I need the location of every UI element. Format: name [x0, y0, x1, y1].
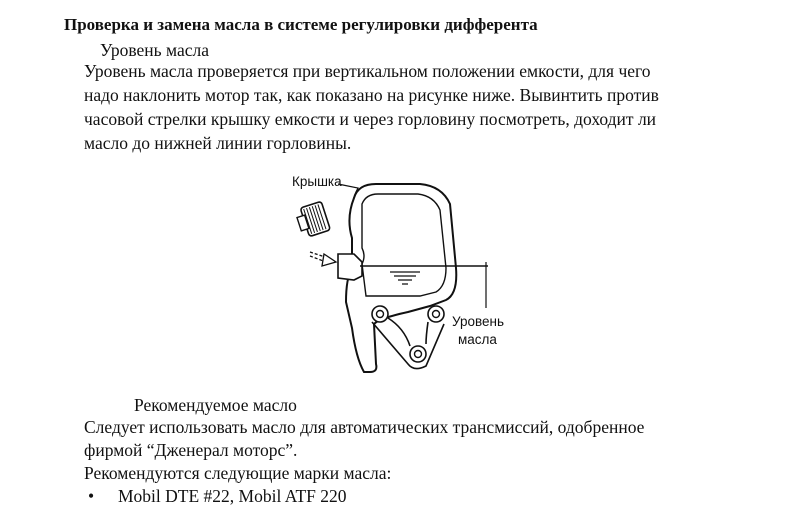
- paragraph-line: масло до нижней линии горловины.: [84, 133, 352, 153]
- oil-level-label-line2: масла: [458, 332, 497, 347]
- filler-neck: [338, 254, 362, 280]
- page-title: Проверка и замена масла в системе регулировки дифферента: [64, 15, 538, 34]
- paragraph-line: Рекомендуются следующие марки масла:: [84, 463, 392, 483]
- paragraph-line: надо наклонить мотор так, как показано на рисунке ниже. Вывинтить против: [84, 85, 659, 105]
- list-item: Mobil DTE #22, Mobil ATF 220: [118, 486, 347, 506]
- cap-label: Крышка: [292, 174, 342, 189]
- bolt-icon: [428, 306, 444, 322]
- oil-reservoir-diagram: [280, 168, 530, 378]
- bolt-icon: [410, 346, 426, 362]
- paragraph-line: Следует использовать масло для автоматических трансмиссий, одобренное: [84, 417, 645, 437]
- paragraph-line: Уровень масла проверяется при вертикальном положении емкости, для чего: [84, 61, 651, 81]
- paragraph-line: часовой стрелки крышку емкости и через горловину посмотреть, доходит ли: [84, 109, 657, 129]
- oil-level-label-line1: Уровень: [452, 314, 505, 329]
- mounting-bracket: [372, 318, 444, 369]
- paragraph-line: фирмой “Дженерал моторс”.: [84, 440, 298, 460]
- bolt-icon: [372, 306, 388, 322]
- arrow-right-icon: [310, 252, 336, 266]
- section-heading-oil-level: Уровень масла: [100, 40, 209, 60]
- cap-icon: [295, 201, 331, 238]
- list-bullet: •: [88, 486, 95, 506]
- section-heading-recommended-oil: Рекомендуемое масло: [134, 395, 297, 415]
